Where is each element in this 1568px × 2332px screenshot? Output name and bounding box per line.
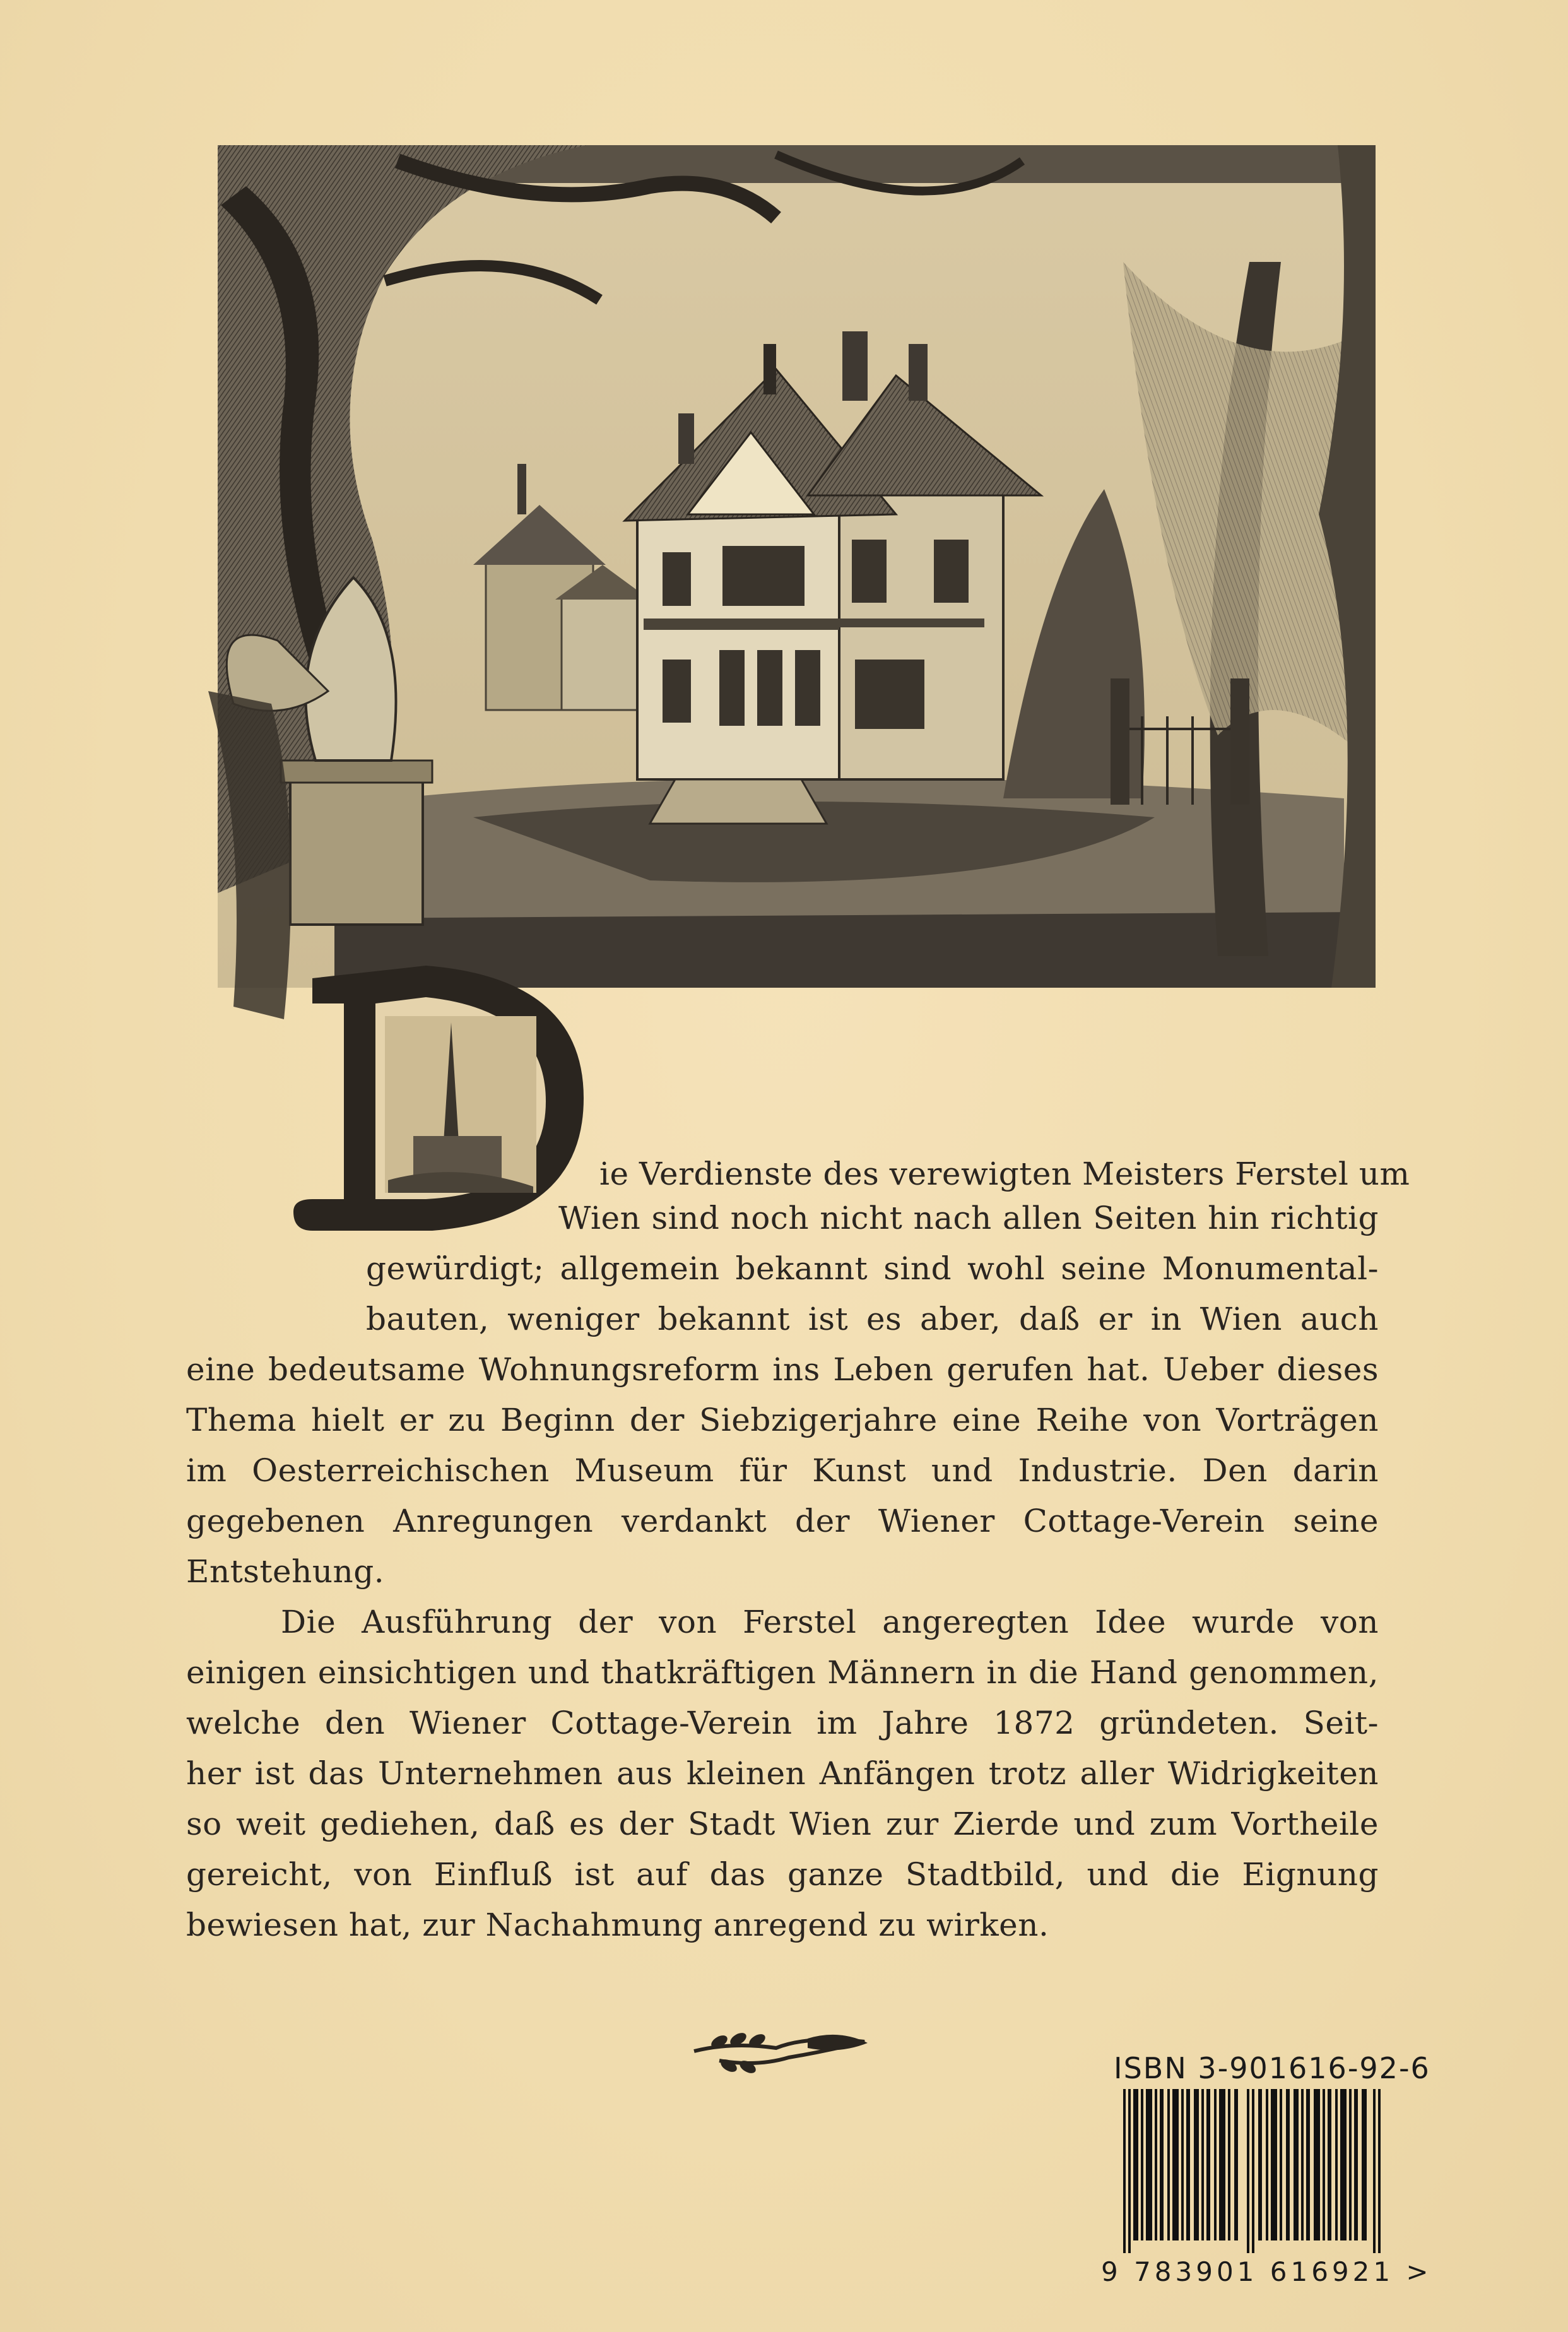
text-line: gegebenen Anregungen verdankt der Wiener Cottage-Verein seine: [186, 1503, 1379, 1539]
text-line: bauten, weniger bekannt ist es aber, daß er in Wien auch: [366, 1301, 1379, 1337]
text-line: einigen einsichtigen und thatkräftigen Männern in die Hand genommen,: [186, 1654, 1379, 1691]
text-line: welche den Wiener Cottage-Verein im Jahre 1872 gründeten. Seit-: [186, 1705, 1379, 1741]
text-line: eine bedeutsame Wohnungsreform ins Leben gerufen hat. Ueber dieses: [186, 1351, 1379, 1388]
barcode-icon: [1123, 2089, 1388, 2253]
barcode-number: 9 783901 616921 >: [1101, 2256, 1432, 2287]
text-line: Entstehung.: [186, 1553, 385, 1590]
isbn-label: ISBN 3-901616-92-6: [1114, 2051, 1430, 2085]
text-line: bewiesen hat, zur Nachahmung anregend zu wirken.: [186, 1907, 1049, 1943]
text-line: gereicht, von Einfluß ist auf das ganze Stadtbild, und die Eignung: [186, 1856, 1379, 1893]
drop-cap-d: [287, 953, 603, 1240]
text-line: gewürdigt; allgemein bekannt sind wohl seine Monumental-: [366, 1250, 1379, 1287]
leaf-ornament-icon: [681, 2016, 871, 2080]
text-line: Thema hielt er zu Beginn der Siebzigerjahre eine Reihe von Vorträgen: [186, 1402, 1379, 1438]
villa-engraving-illustration: [208, 136, 1385, 1045]
text-line: ie Verdienste des verewigten Meisters Ferstel um: [599, 1156, 1410, 1192]
text-line: her ist das Unternehmen aus kleinen Anfängen trotz aller Widrigkeiten: [186, 1755, 1379, 1792]
text-line: Die Ausführung der von Ferstel angeregten Idee wurde von: [281, 1604, 1379, 1640]
text-line: im Oesterreichischen Museum für Kunst und Industrie. Den darin: [186, 1452, 1379, 1489]
text-line: so weit gediehen, daß es der Stadt Wien zur Zierde und zum Vortheile: [186, 1806, 1379, 1842]
text-line: Wien sind noch nicht nach allen Seiten hin richtig: [558, 1200, 1379, 1236]
